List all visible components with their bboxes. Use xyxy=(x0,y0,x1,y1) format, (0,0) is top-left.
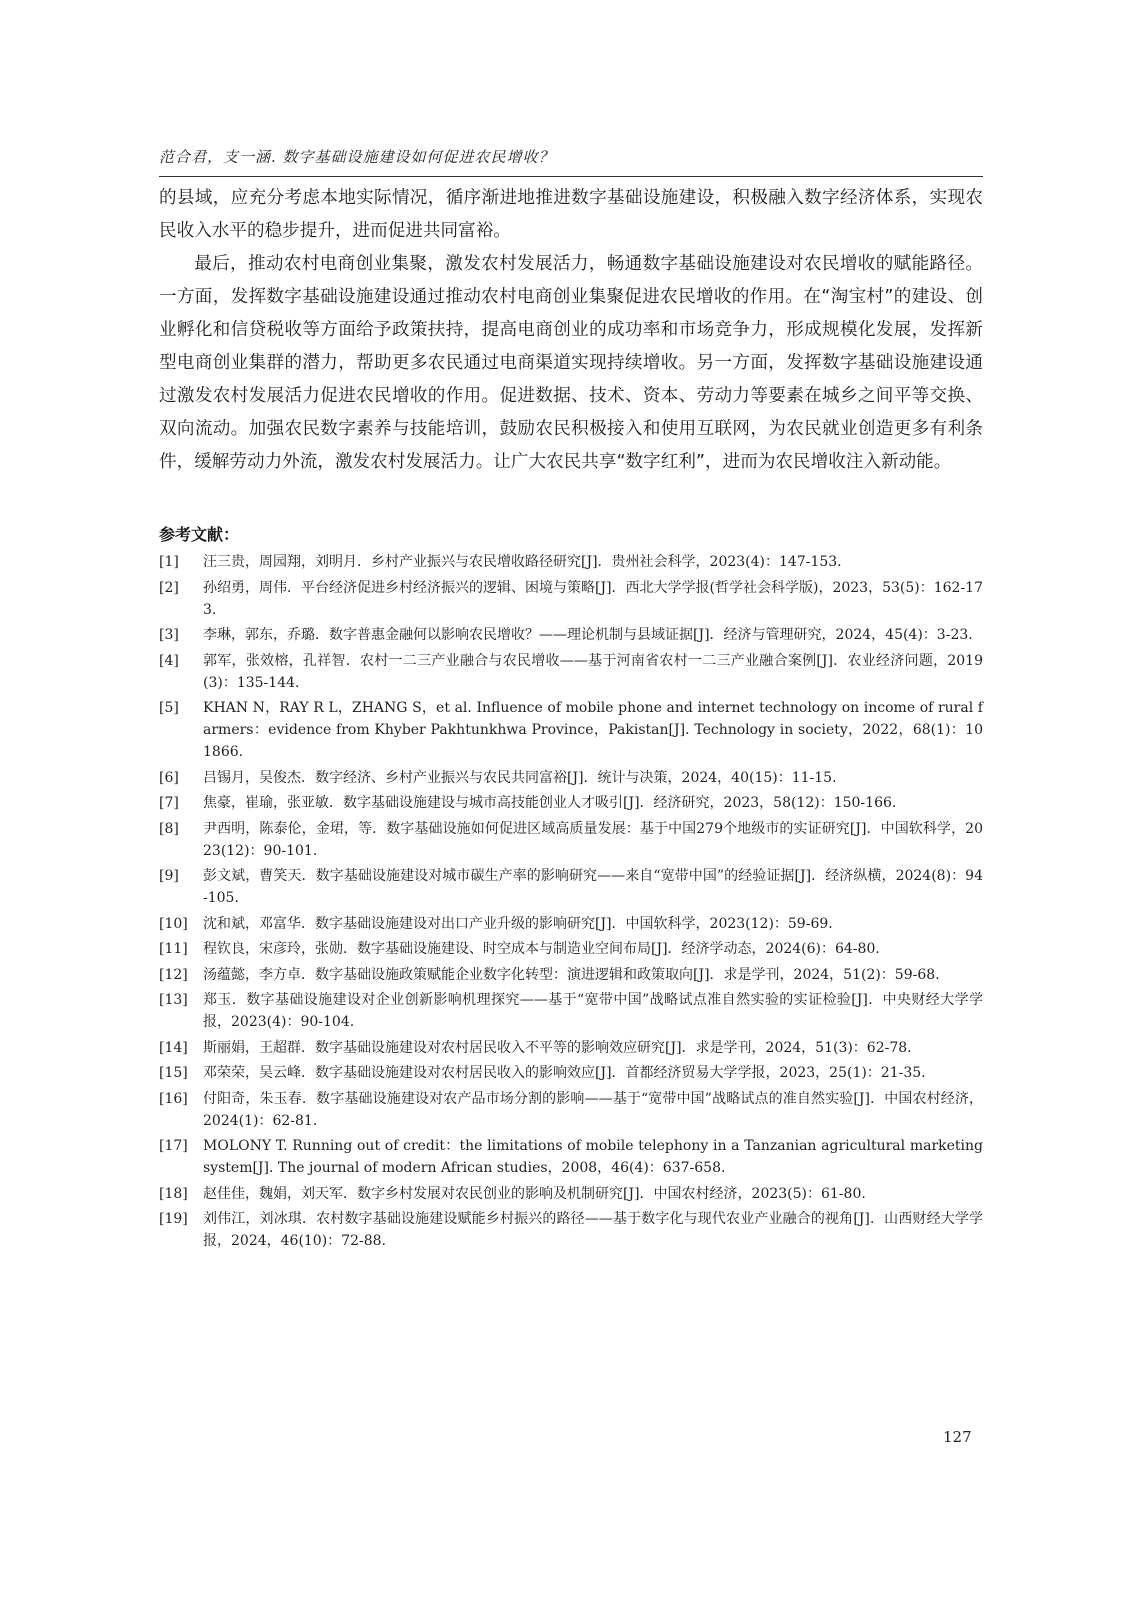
reference-text: 郭军，张效榕，孔祥智．农村一二三产业融合与农民增收——基于河南省农村一二三产业融合案例[J]．农业经济问题，2019(3)：135-144. xyxy=(203,652,983,691)
reference-number: [3] xyxy=(159,627,179,643)
reference-number: [16] xyxy=(159,1090,188,1107)
reference-number: [19] xyxy=(159,1211,188,1227)
reference-number: [13] xyxy=(159,992,188,1008)
reference-text: 程钦良，宋彦玲，张勋．数字基础设施建设、时空成本与制造业空间布局[J]．经济学动态，2024(6)：64-80. xyxy=(203,941,880,957)
reference-item xyxy=(159,1183,983,1205)
page-number: 127 xyxy=(943,1428,972,1446)
reference-text: 汪三贵，周园翔，刘明月．乡村产业振兴与农民增收路径研究[J]．贵州社会科学，2023(4)：147-153. xyxy=(203,554,842,570)
reference-item xyxy=(159,913,983,935)
reference-text: 汤蕴懿，李方卓．数字基础设施政策赋能企业数字化转型：演进逻辑和政策取向[J]．求是学刊，2024，51(2)：59-68. xyxy=(203,966,940,983)
reference-item xyxy=(159,577,983,621)
reference-item xyxy=(159,1135,983,1179)
reference-item xyxy=(159,1037,983,1059)
reference-item xyxy=(159,697,983,763)
reference-number: [2] xyxy=(159,579,179,596)
reference-number: [17] xyxy=(159,1138,188,1154)
reference-number: [6] xyxy=(159,769,179,786)
reference-number: [4] xyxy=(159,652,179,669)
paragraph: 最后，推动农村电商创业集聚，激发农村发展活力，畅通数字基础设施建设对农民增收的赋能路径。一方面，发挥数字基础设施建设通过推动农村电商创业集聚促进农民增收的作用。在“淘宝村”的建设、创业孵化和信贷税收等方面给予政策扶持，提高电商创业的成功率和市场竞争力，形成规模化发展，发挥新型电商创业集群的潜力，帮助更多农民通过电商渠道实现持续增收。另一方面，发挥数字基础设施建设通过激发农村发展活力促进农民增收的作用。促进数据、技术、资本、劳动力等要素在城乡之间平等交换、双向流动。加强农民数字素养与技能培训，鼓励农民积极接入和使用互联网，为农民就业创造更多有利条件，缓解劳动力外流，激发农村发展活力。让广大农民共享“数字红利”，进而为农民增收注入新动能。 xyxy=(159,254,983,472)
reference-number: [12] xyxy=(159,966,188,983)
reference-item xyxy=(159,818,983,862)
header-rule xyxy=(159,176,983,177)
reference-number: [8] xyxy=(159,820,179,837)
reference-item xyxy=(159,1088,983,1132)
reference-item xyxy=(159,792,983,814)
reference-number: [5] xyxy=(159,700,179,716)
reference-item xyxy=(159,1062,983,1084)
reference-number: [14] xyxy=(159,1039,188,1056)
reference-text: 焦豪，崔瑜，张亚敏．数字基础设施建设与城市高技能创业人才吸引[J]．经济研究，2023，58(12)：150-166. xyxy=(203,795,897,811)
reference-text: 吕锡月，吴俊杰．数字经济、乡村产业振兴与农民共同富裕[J]．统计与决策，2024，40(15)：11-15. xyxy=(203,769,837,786)
reference-text: 邓荣荣，吴云峰．数字基础设施建设对农村居民收入的影响效应[J]．首都经济贸易大学学报，2023，25(1)：21-35. xyxy=(203,1065,926,1081)
reference-item xyxy=(159,767,983,789)
reference-text: 沈和斌，邓富华．数字基础设施建设对出口产业升级的影响研究[J]．中国软科学，2023(12)：59-69. xyxy=(203,915,833,932)
reference-item xyxy=(159,989,983,1033)
reference-number: [7] xyxy=(159,795,179,811)
reference-text: 孙绍勇，周伟．平台经济促进乡村经济振兴的逻辑、困境与策略[J]．西北大学学报(哲学社会科学版)，2023，53(5)：162-173. xyxy=(203,579,983,618)
running-head: 范合君，支一涵. 数字基础设施建设如何促进农民增收？ xyxy=(159,148,555,166)
references-heading: 参考文献： xyxy=(159,525,240,544)
reference-number: [15] xyxy=(159,1065,188,1081)
body-text xyxy=(159,182,983,479)
reference-text: 斯丽娟，王超群．数字基础设施建设对农村居民收入不平等的影响效应研究[J]．求是学刊，2024，51(3)：62-78. xyxy=(203,1039,912,1056)
reference-number: [18] xyxy=(159,1185,188,1202)
reference-number: [9] xyxy=(159,868,179,884)
reference-item xyxy=(159,624,983,646)
reference-item xyxy=(159,551,983,573)
reference-list xyxy=(159,551,983,1256)
reference-text: 赵佳佳，魏娟，刘天军．数字乡村发展对农民创业的影响及机制研究[J]．中国农村经济，2023(5)：61-80. xyxy=(203,1185,866,1202)
reference-item xyxy=(159,865,983,909)
reference-text: 刘伟江，刘冰琪．农村数字基础设施建设赋能乡村振兴的路径——基于数字化与现代农业产业融合的视角[J]．山西财经大学学报，2024，46(10)：72-88. xyxy=(203,1211,983,1249)
reference-text: MOLONY T. Running out of credit：the limitations of mobile telephony in a Tanzanian agricultural marketing system[J]. The journal of modern African studies，2008，46(4)：637-658. xyxy=(203,1138,983,1176)
reference-text: 付阳奇，朱玉春．数字基础设施建设对农产品市场分割的影响——基于“宽带中国”战略试点的准自然实验[J]．中国农村经济，2024(1)：62-81. xyxy=(203,1090,983,1129)
reference-text: KHAN N，RAY R L，ZHANG S，et al. Influence of mobile phone and internet technology on income of rural farmers：evidence from Khyber Pakhtunkhwa Province，Pakistan[J]. Technology in society，2022，68(1)：101866. xyxy=(203,700,983,760)
reference-text: 尹西明，陈泰伦，金珺，等．数字基础设施如何促进区域高质量发展：基于中国279个地级市的实证研究[J]．中国软科学，2023(12)：90-101. xyxy=(203,820,983,859)
paragraph-continuation: 的县域，应充分考虑本地实际情况，循序渐进地推进数字基础设施建设，积极融入数字经济体系，实现农民收入水平的稳步提升，进而促进共同富裕。 xyxy=(159,188,983,241)
reference-item xyxy=(159,650,983,694)
reference-text: 李琳，郭东，乔璐．数字普惠金融何以影响农民增收？——理论机制与县域证据[J]．经济与管理研究，2024，45(4)：3-23. xyxy=(203,627,973,643)
reference-text: 郑玉．数字基础设施建设对企业创新影响机理探究——基于“宽带中国”战略试点准自然实验的实证检验[J]．中央财经大学学报，2023(4)：90-104. xyxy=(203,992,983,1030)
reference-number: [11] xyxy=(159,941,188,957)
reference-text: 彭文斌，曹笑天．数字基础设施建设对城市碳生产率的影响研究——来自“宽带中国”的经验证据[J]．经济纵横，2024(8)：94-105. xyxy=(203,868,983,906)
reference-number: [10] xyxy=(159,915,188,932)
reference-item xyxy=(159,964,983,986)
reference-item xyxy=(159,1208,983,1252)
reference-item xyxy=(159,938,983,960)
reference-number: [1] xyxy=(159,554,179,570)
